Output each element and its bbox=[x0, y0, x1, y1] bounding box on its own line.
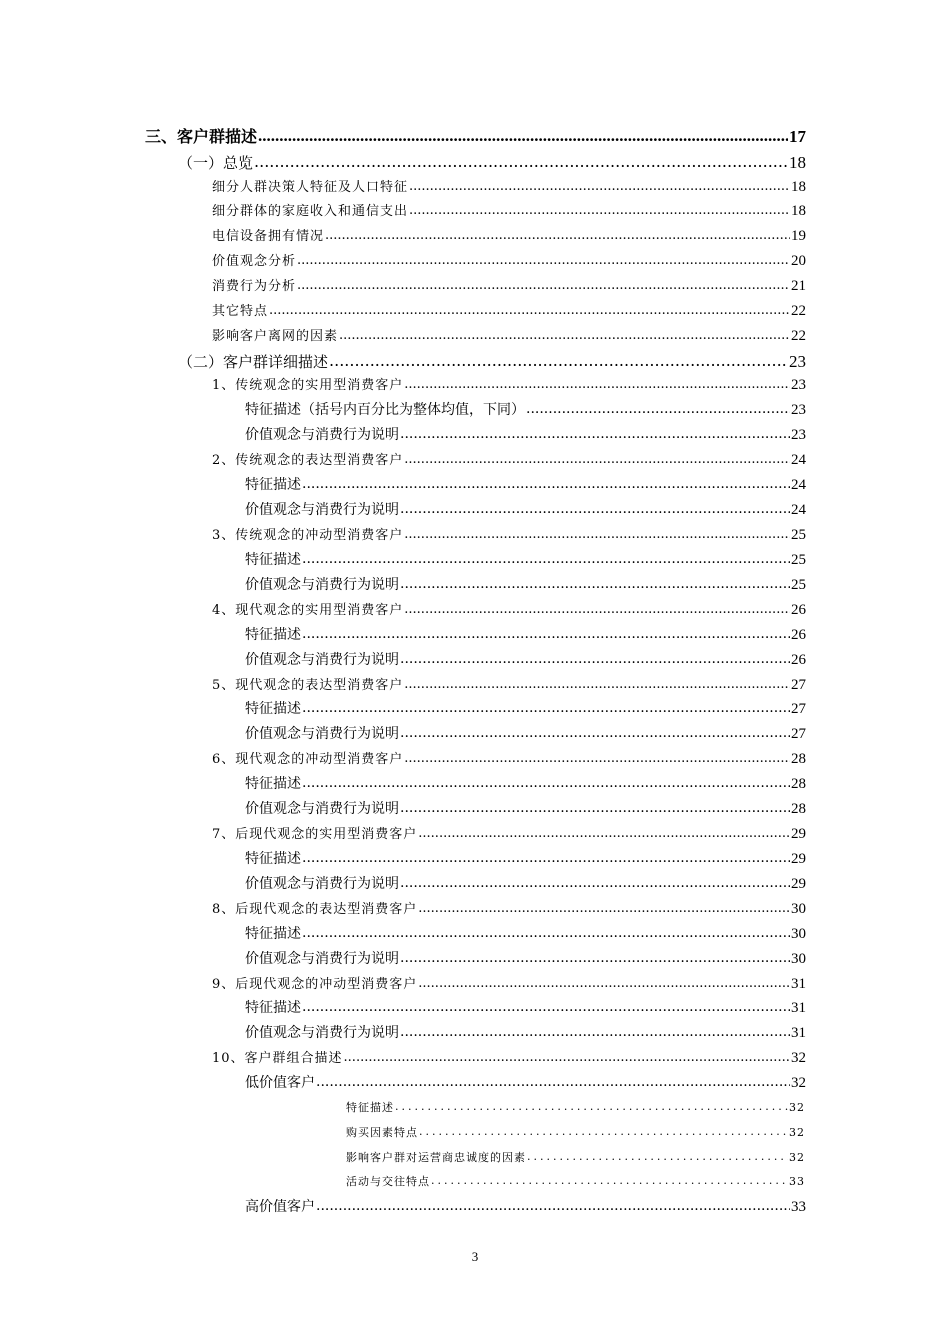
toc-entry[interactable] bbox=[212, 453, 806, 468]
toc-entry[interactable] bbox=[212, 378, 806, 393]
toc-entry[interactable] bbox=[245, 1076, 806, 1091]
toc-entry-title: 特征描述 bbox=[245, 552, 301, 568]
toc-entry[interactable] bbox=[245, 927, 806, 942]
toc-entry-page: 24 bbox=[791, 477, 806, 493]
toc-entry-title: 影响客户群对运营商忠诚度的因素 bbox=[346, 1151, 526, 1164]
toc-entry[interactable] bbox=[212, 827, 806, 842]
toc-entry-page: 23 bbox=[791, 427, 806, 443]
toc-entry-title: 3、传统观念的冲动型消费客户 bbox=[212, 528, 404, 543]
toc-leader-dots bbox=[269, 304, 790, 317]
toc-leader-dots bbox=[325, 229, 790, 242]
toc-entry[interactable] bbox=[245, 428, 806, 443]
toc-entry-page: 31 bbox=[791, 1025, 806, 1041]
toc-entry-page: 33 bbox=[789, 1175, 805, 1188]
toc-entry-title: 价值观念与消费行为说明 bbox=[245, 726, 399, 742]
toc-entry-title: 价值观念与消费行为说明 bbox=[245, 876, 399, 892]
toc-entry[interactable] bbox=[212, 304, 806, 319]
toc-entry-page: 31 bbox=[791, 1000, 806, 1016]
toc-entry[interactable] bbox=[178, 154, 806, 171]
toc-entry-title: 活动与交往特点 bbox=[346, 1175, 430, 1188]
toc-entry-page: 30 bbox=[791, 901, 806, 917]
toc-entry-page: 27 bbox=[791, 726, 806, 742]
toc-entry[interactable] bbox=[245, 952, 806, 967]
toc-entry[interactable] bbox=[212, 204, 806, 219]
toc-entry-page: 31 bbox=[791, 976, 806, 992]
toc-entry-page: 18 bbox=[789, 153, 806, 172]
toc-entry-title: 影响客户离网的因素 bbox=[212, 329, 339, 344]
toc-leader-dots bbox=[302, 552, 790, 566]
toc-entry-title: 特征描述 bbox=[346, 1101, 394, 1114]
toc-entry-page: 30 bbox=[791, 951, 806, 967]
toc-entry-page: 26 bbox=[791, 627, 806, 643]
toc-leader-dots bbox=[404, 378, 790, 391]
toc-entry[interactable] bbox=[212, 902, 806, 917]
toc-entry-title: 细分群体的家庭收入和通信支出 bbox=[212, 204, 409, 219]
toc-entry[interactable] bbox=[346, 1152, 805, 1163]
toc-entry[interactable] bbox=[245, 1026, 806, 1041]
toc-entry-page: 33 bbox=[791, 1199, 806, 1215]
toc-leader-dots bbox=[254, 154, 788, 170]
toc-entry[interactable] bbox=[245, 403, 806, 418]
toc-entry-page: 18 bbox=[791, 179, 806, 195]
toc-leader-dots bbox=[404, 528, 790, 541]
toc-entry[interactable] bbox=[245, 727, 806, 742]
toc-entry-title: 9、后现代观念的冲动型消费客户 bbox=[212, 977, 418, 992]
toc-entry[interactable] bbox=[212, 254, 806, 269]
toc-leader-dots bbox=[526, 402, 790, 416]
toc-entry-title: 4、现代观念的实用型消费客户 bbox=[212, 603, 404, 618]
toc-leader-dots bbox=[400, 577, 790, 591]
toc-leader-dots bbox=[419, 1126, 788, 1137]
toc-entry-title: 电信设备拥有情况 bbox=[212, 229, 325, 244]
toc-entry[interactable] bbox=[212, 678, 806, 693]
toc-entry-title: 5、现代观念的表达型消费客户 bbox=[212, 678, 404, 693]
toc-entry-page: 21 bbox=[791, 278, 806, 294]
toc-entry[interactable] bbox=[245, 877, 806, 892]
toc-entry[interactable] bbox=[245, 852, 806, 867]
toc-entry-page: 22 bbox=[791, 328, 806, 344]
toc-entry-title: 细分人群决策人特征及人口特征 bbox=[212, 180, 409, 195]
toc-entry-title: 7、后现代观念的实用型消费客户 bbox=[212, 827, 418, 842]
toc-entry-page: 23 bbox=[791, 377, 806, 393]
toc-entry[interactable] bbox=[245, 702, 806, 717]
toc-entry-title: 特征描述 bbox=[245, 701, 301, 717]
toc-entry-title: 价值观念与消费行为说明 bbox=[245, 427, 399, 443]
toc-entry-title: 价值观念与消费行为说明 bbox=[245, 652, 399, 668]
toc-entry-page: 32 bbox=[791, 1075, 806, 1091]
toc-entry-title: （一）总览 bbox=[178, 154, 254, 172]
toc-entry-page: 23 bbox=[791, 402, 806, 418]
toc-entry-page: 27 bbox=[791, 677, 806, 693]
toc-entry-page: 32 bbox=[789, 1126, 805, 1139]
toc-entry-title: 购买因素特点 bbox=[346, 1126, 418, 1139]
toc-leader-dots bbox=[400, 951, 790, 965]
toc-leader-dots bbox=[418, 977, 790, 990]
toc-entry-page: 17 bbox=[789, 127, 806, 146]
toc-leader-dots bbox=[418, 902, 790, 915]
toc-leader-dots bbox=[302, 776, 790, 790]
toc-entry[interactable] bbox=[245, 653, 806, 668]
toc-entry[interactable] bbox=[245, 628, 806, 643]
toc-entry-title: 高价值客户 bbox=[245, 1199, 315, 1215]
toc-leader-dots bbox=[297, 254, 790, 267]
toc-entry[interactable] bbox=[212, 603, 806, 618]
toc-leader-dots bbox=[400, 726, 790, 740]
toc-leader-dots bbox=[302, 851, 790, 865]
toc-entry[interactable] bbox=[178, 353, 806, 370]
toc-leader-dots bbox=[400, 427, 790, 441]
toc-entry-title: 特征描述 bbox=[245, 477, 301, 493]
toc-leader-dots bbox=[404, 603, 790, 616]
toc-leader-dots bbox=[431, 1175, 788, 1186]
toc-entry-page: 20 bbox=[791, 253, 806, 269]
toc-entry[interactable] bbox=[212, 752, 806, 767]
toc-leader-dots bbox=[404, 678, 790, 691]
toc-entry-title: 价值观念与消费行为说明 bbox=[245, 502, 399, 518]
toc-leader-dots bbox=[316, 1199, 790, 1213]
toc-entry-page: 28 bbox=[791, 801, 806, 817]
toc-leader-dots bbox=[329, 353, 788, 369]
toc-leader-dots bbox=[418, 827, 790, 840]
toc-entry-title: 6、现代观念的冲动型消费客户 bbox=[212, 752, 404, 767]
toc-entry[interactable] bbox=[145, 128, 806, 145]
toc-entry[interactable] bbox=[212, 329, 806, 344]
toc-entry[interactable] bbox=[245, 578, 806, 593]
toc-leader-dots bbox=[404, 752, 790, 765]
toc-entry[interactable] bbox=[212, 528, 806, 543]
toc-entry-title: 价值观念分析 bbox=[212, 254, 297, 269]
toc-leader-dots bbox=[302, 1000, 790, 1014]
toc-entry-title: 2、传统观念的表达型消费客户 bbox=[212, 453, 404, 468]
toc-leader-dots bbox=[316, 1075, 790, 1089]
toc-entry-page: 26 bbox=[791, 602, 806, 618]
toc-entry-page: 19 bbox=[791, 228, 806, 244]
toc-entry-title: 价值观念与消费行为说明 bbox=[245, 801, 399, 817]
toc-leader-dots bbox=[344, 1051, 790, 1064]
toc-leader-dots bbox=[258, 127, 788, 144]
toc-entry-page: 28 bbox=[791, 776, 806, 792]
toc-entry[interactable] bbox=[346, 1176, 805, 1187]
toc-entry[interactable] bbox=[212, 229, 806, 244]
toc-leader-dots bbox=[302, 477, 790, 491]
toc-leader-dots bbox=[409, 204, 790, 217]
toc-entry[interactable] bbox=[245, 553, 806, 568]
toc-leader-dots bbox=[404, 453, 790, 466]
toc-entry-title: 价值观念与消费行为说明 bbox=[245, 951, 399, 967]
toc-entry-title: 特征描述（括号内百分比为整体均值，下同） bbox=[245, 402, 525, 418]
toc-entry-title: 价值观念与消费行为说明 bbox=[245, 1025, 399, 1041]
toc-leader-dots bbox=[339, 329, 790, 342]
toc-leader-dots bbox=[409, 180, 790, 193]
toc-leader-dots bbox=[400, 1025, 790, 1039]
toc-entry-page: 30 bbox=[791, 926, 806, 942]
toc-entry[interactable] bbox=[212, 1051, 806, 1066]
toc-entry-title: 特征描述 bbox=[245, 776, 301, 792]
toc-entry[interactable] bbox=[245, 503, 806, 518]
toc-entry-page: 25 bbox=[791, 552, 806, 568]
toc-entry-page: 24 bbox=[791, 452, 806, 468]
toc-entry[interactable] bbox=[212, 977, 806, 992]
toc-leader-dots bbox=[400, 652, 790, 666]
toc-entry-title: 特征描述 bbox=[245, 926, 301, 942]
toc-entry-page: 29 bbox=[791, 876, 806, 892]
toc-entry-page: 29 bbox=[791, 826, 806, 842]
toc-leader-dots bbox=[302, 627, 790, 641]
toc-entry[interactable] bbox=[212, 279, 806, 294]
toc-entry-page: 25 bbox=[791, 577, 806, 593]
toc-entry-title: 1、传统观念的实用型消费客户 bbox=[212, 378, 404, 393]
toc-leader-dots bbox=[395, 1101, 788, 1112]
toc-entry-page: 25 bbox=[791, 527, 806, 543]
toc-entry-page: 28 bbox=[791, 751, 806, 767]
toc-entry-page: 18 bbox=[791, 203, 806, 219]
toc-entry-page: 24 bbox=[791, 502, 806, 518]
toc-entry[interactable] bbox=[346, 1127, 805, 1138]
toc-leader-dots bbox=[302, 701, 790, 715]
toc-entry-title: 特征描述 bbox=[245, 627, 301, 643]
toc-entry-title: 其它特点 bbox=[212, 304, 269, 319]
toc-entry-page: 26 bbox=[791, 652, 806, 668]
toc-entry-page: 32 bbox=[791, 1050, 806, 1066]
toc-entry-title: 特征描述 bbox=[245, 851, 301, 867]
toc-entry[interactable] bbox=[245, 777, 806, 792]
toc-entry-title: 10、客户群组合描述 bbox=[212, 1051, 343, 1066]
toc-leader-dots bbox=[297, 279, 790, 292]
toc-entry[interactable] bbox=[346, 1102, 805, 1113]
toc-entry[interactable] bbox=[245, 1001, 806, 1016]
toc-entry[interactable] bbox=[212, 180, 806, 195]
toc-entry[interactable] bbox=[245, 478, 806, 493]
toc-entry-title: 价值观念与消费行为说明 bbox=[245, 577, 399, 593]
toc-entry-title: 消费行为分析 bbox=[212, 279, 297, 294]
toc-entry-title: 特征描述 bbox=[245, 1000, 301, 1016]
toc-leader-dots bbox=[400, 801, 790, 815]
toc-leader-dots bbox=[302, 926, 790, 940]
toc-leader-dots bbox=[400, 502, 790, 516]
toc-entry-title: （二）客户群详细描述 bbox=[178, 353, 329, 371]
toc-leader-dots bbox=[400, 876, 790, 890]
page-number: 3 bbox=[471, 1249, 479, 1264]
toc-entry-title: 三、客户群描述 bbox=[145, 127, 258, 146]
toc-entry-page: 29 bbox=[791, 851, 806, 867]
toc-entry-title: 低价值客户 bbox=[245, 1075, 315, 1091]
toc-entry-page: 23 bbox=[789, 352, 806, 371]
toc-entry-page: 32 bbox=[789, 1151, 805, 1164]
toc-entry-title: 8、后现代观念的表达型消费客户 bbox=[212, 902, 418, 917]
toc-leader-dots bbox=[527, 1151, 788, 1162]
toc-entry-page: 32 bbox=[789, 1101, 805, 1114]
toc-entry-page: 27 bbox=[791, 701, 806, 717]
toc-entry-page: 22 bbox=[791, 303, 806, 319]
toc-entry[interactable] bbox=[245, 1200, 806, 1215]
toc-entry[interactable] bbox=[245, 802, 806, 817]
